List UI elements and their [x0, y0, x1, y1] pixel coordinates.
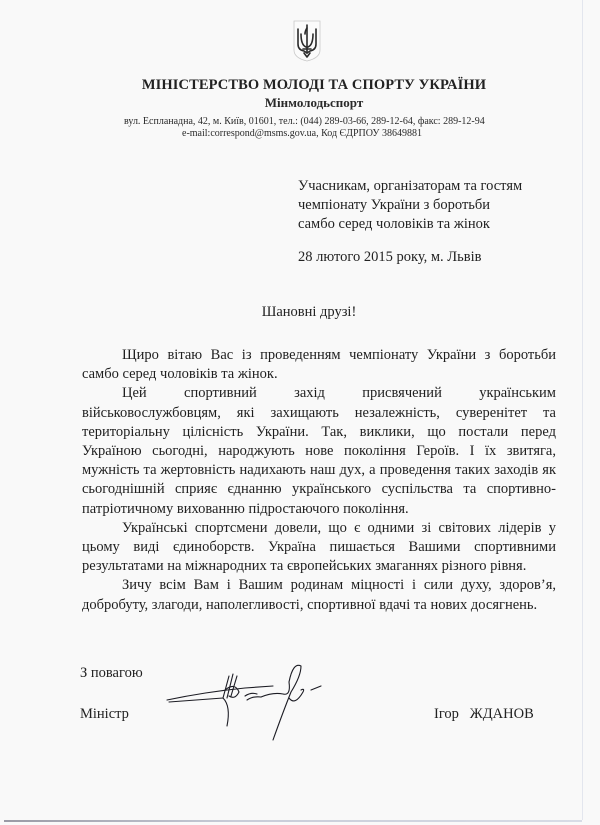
scan-edge-right: [582, 0, 583, 820]
ministry-address: вул. Еспланадна, 42, м. Київ, 01601, тел.: (044) 289-03-66, 289-12-64, факс: 289-12-94: [124, 116, 485, 127]
handwritten-signature-icon: [165, 662, 325, 744]
signer-title: Міністр: [80, 706, 129, 722]
recipient-line: самбо серед чоловіків та жінок: [298, 216, 490, 232]
recipient-block: [298, 177, 522, 234]
body-paragraph: Зичу всім Вам і Вашим родинам міцності і сили духу, здоров’я, добробуту, злагоди, наполегливості, спортивної вдачі та нових досягнень.: [82, 577, 556, 613]
closing: З повагою: [80, 665, 143, 681]
letter-body: [82, 346, 556, 615]
body-paragraph: Щиро вітаю Вас із проведенням чемпіонату України з боротьби самбо серед чоловіків та жінок.: [82, 347, 556, 383]
ministry-contact: e-mail:correspond@msms.gov.ua, Код ЄДРПОУ 38649881: [182, 128, 423, 139]
scan-edge-bottom: [4, 820, 582, 822]
date-place: 28 лютого 2015 року, м. Львів: [298, 249, 482, 265]
signer-name: Ігор ЖДАНОВ: [434, 706, 534, 722]
ministry-short-name: Мінмолодьспорт: [264, 95, 364, 110]
trident-coat-of-arms-icon: [293, 20, 321, 62]
ministry-name: МІНІСТЕРСТВО МОЛОДІ ТА СПОРТУ УКРАЇНИ: [141, 77, 487, 93]
greeting: Шановні друзі!: [261, 304, 357, 320]
recipient-line: Учасникам, організаторам та гостям: [298, 178, 523, 194]
body-paragraph: Українські спортсмени довели, що є одними зі світових лідерів у цьому виді єдиноборств. Україна пишається Вашими спортивними результатами на міжнародних та європейських змаганнях різного рівня.: [82, 519, 556, 575]
body-paragraph: Цей спортивний захід присвячений українським військовослужбовцям, які захищають незалежність, суверенітет та територіальну цілісність України. Так, виклики, що постали перед Україною сьогодні, народжують нове покоління Героїв. І їх звитяга, мужність та жертовність надихають наш дух, а проведення таких заходів як сьогоднішній сприяє єднанню українського суспільства та спортивно-патріотичному вихованню підростаючого покоління.: [82, 385, 556, 517]
recipient-line: чемпіонату України з боротьби: [298, 197, 491, 213]
